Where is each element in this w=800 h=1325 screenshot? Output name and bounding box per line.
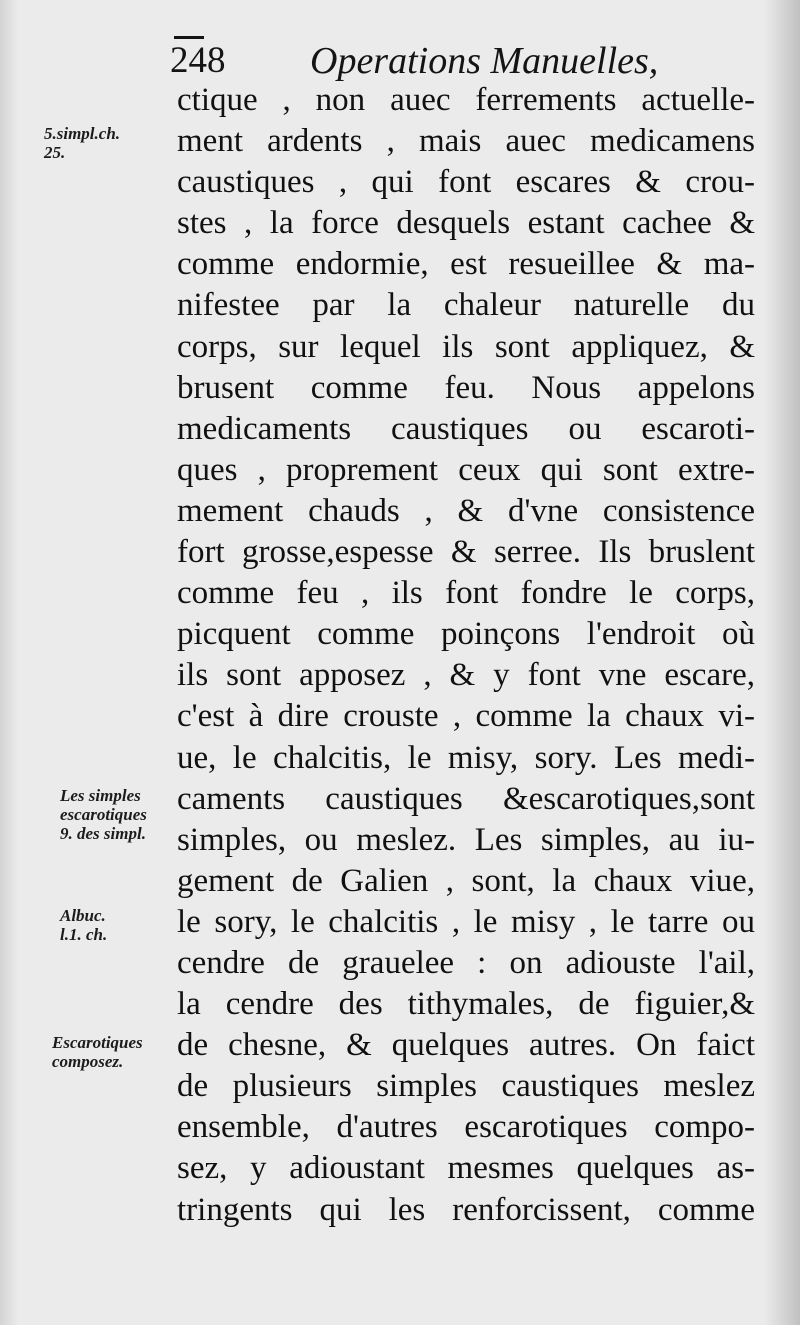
margin-note xyxy=(60,786,147,843)
text-line: sez, y adioustant mesmes quelques as- xyxy=(177,1150,755,1187)
text-line: brusent comme feu. Nous appelons xyxy=(177,369,755,406)
text-line: ue, le chalcitis, le misy, sory. Les medi- xyxy=(177,739,755,776)
text-line: caustiques , qui font escares & crou- xyxy=(177,164,755,201)
margin-note xyxy=(44,124,120,162)
margin-note-line: escarotiques xyxy=(60,805,147,824)
text-line: la cendre des tithymales, de figuier,& xyxy=(177,986,755,1023)
text-line: medicaments caustiques ou escaroti- xyxy=(177,410,755,447)
body-text xyxy=(177,80,755,1231)
text-line: stes , la force desquels estant cachee & xyxy=(177,205,755,242)
text-line: ques , proprement ceux qui sont extre- xyxy=(177,451,755,488)
margin-note-line: 9. des simpl. xyxy=(60,824,146,843)
text-line: comme feu , ils font fondre le corps, xyxy=(177,575,755,612)
text-line: ctique , non auec ferrements actuelle- xyxy=(177,82,755,118)
text-line: cendre de grauelee : on adiouste l'ail, xyxy=(177,944,755,981)
margin-note-line: l.1. ch. xyxy=(60,925,108,944)
text-line: mement chauds , & d'vne consistence xyxy=(177,492,755,529)
margin-note-line: Les simples xyxy=(60,786,141,805)
margin-note xyxy=(52,1033,143,1071)
text-line: de chesne, & quelques autres. On faict xyxy=(177,1027,755,1064)
text-line: gement de Galien , sont, la chaux viue, xyxy=(177,862,755,899)
text-line: caments caustiques &escarotiques,sont xyxy=(177,780,755,817)
text-line: corps, sur lequel ils sont appliquez, & xyxy=(177,328,755,365)
text-line: simples, ou meslez. Les simples, au iu- xyxy=(177,821,755,858)
text-line: picquent comme poinçons l'endroit où xyxy=(177,616,755,653)
text-line: tringents qui les renforcissent, comme xyxy=(177,1191,755,1228)
margin-note-line: composez. xyxy=(52,1052,124,1071)
text-line: comme endormie, est resueillee & ma- xyxy=(177,246,755,283)
margin-note-line: 5.simpl.ch. xyxy=(44,124,121,143)
running-title: Operations Manuelles, xyxy=(310,40,659,82)
text-line: de plusieurs simples caustiques meslez xyxy=(177,1068,755,1105)
margin-note-line: 25. xyxy=(44,143,66,162)
text-line: ment ardents , mais auec medicamens xyxy=(177,123,755,160)
text-line: fort grosse,espesse & serree. Ils bruslent xyxy=(177,534,755,571)
text-line: ils sont apposez , & y font vne escare, xyxy=(177,657,755,694)
text-line: le sory, le chalcitis , le misy , le tarre ou xyxy=(177,903,755,940)
margin-note-line: Escarotiques xyxy=(52,1033,143,1052)
page-number: 248 xyxy=(170,40,226,81)
text-line: nifestee par la chaleur naturelle du xyxy=(177,287,755,324)
text-line: ensemble, d'autres escarotiques compo- xyxy=(177,1109,755,1146)
margin-note xyxy=(60,906,107,944)
text-line: c'est à dire crouste , comme la chaux vi- xyxy=(177,698,755,735)
margin-note-line: Albuc. xyxy=(60,906,106,925)
